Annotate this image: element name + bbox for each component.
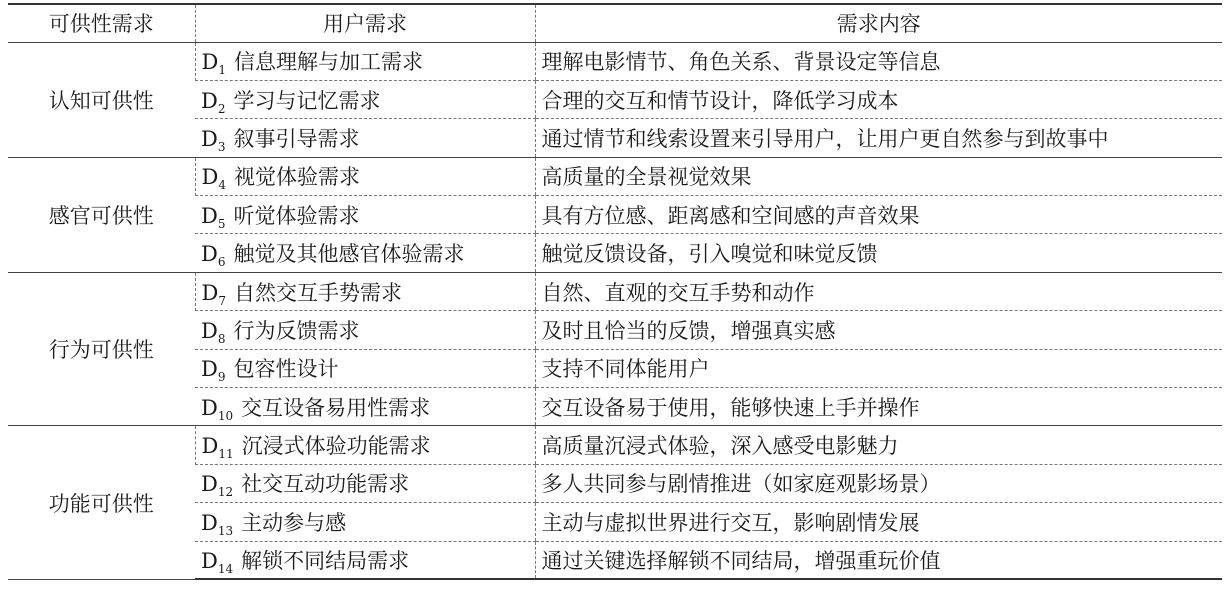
need-code-index: 5 <box>217 216 226 231</box>
content-cell: 触觉反馈设备，引入嗅觉和味觉反馈 <box>535 234 1222 272</box>
user-need-cell <box>195 464 535 502</box>
need-label: 视觉体验需求 <box>233 165 360 190</box>
content-cell: 高质量沉浸式体验，深入感受电影魅力 <box>535 426 1222 464</box>
user-need-cell <box>195 349 535 387</box>
need-label: 社交互动功能需求 <box>241 472 410 497</box>
content-cell: 通过情节和线索设置来引导用户，让用户更自然参与到故事中 <box>535 119 1222 157</box>
need-code <box>201 318 226 346</box>
user-need-cell <box>195 42 535 80</box>
header-user-need: 用户需求 <box>195 4 535 42</box>
table-row <box>8 272 1222 310</box>
need-label: 听觉体验需求 <box>233 203 360 228</box>
need-code <box>201 242 226 270</box>
need-code <box>201 357 226 385</box>
need-code <box>201 165 226 193</box>
need-code-index: 9 <box>217 370 226 385</box>
category-cell: 认知可供性 <box>8 42 195 157</box>
need-code-letter: D <box>201 88 218 113</box>
need-code-letter: D <box>201 357 218 382</box>
need-code-letter: D <box>201 549 218 574</box>
need-code <box>201 126 226 154</box>
need-code-index: 11 <box>218 447 234 462</box>
requirements-table <box>8 3 1222 580</box>
user-need-cell <box>195 196 535 234</box>
table-body <box>8 42 1222 579</box>
need-code-index: 13 <box>217 523 234 538</box>
content-cell: 支持不同体能用户 <box>535 349 1222 387</box>
need-code-index: 4 <box>218 178 226 193</box>
header-row <box>8 4 1222 42</box>
need-code-letter: D <box>201 165 219 190</box>
need-code-index: 10 <box>217 408 234 423</box>
content-cell: 合理的交互和情节设计，降低学习成本 <box>535 80 1222 118</box>
user-need-cell <box>195 426 535 464</box>
user-need-cell <box>195 119 535 157</box>
need-code-letter: D <box>201 434 219 459</box>
requirements-table-container <box>8 3 1222 580</box>
need-label: 包容性设计 <box>233 357 339 382</box>
need-code-letter: D <box>201 472 218 497</box>
need-code <box>201 395 234 423</box>
need-label: 沉浸式体验功能需求 <box>241 434 431 459</box>
user-need-cell <box>195 157 535 195</box>
need-label: 触觉及其他感官体验需求 <box>233 242 465 267</box>
need-label: 行为反馈需求 <box>233 318 360 343</box>
need-label: 解锁不同结局需求 <box>241 549 410 574</box>
need-code-letter: D <box>201 280 219 305</box>
category-cell: 感官可供性 <box>8 157 195 272</box>
content-cell: 自然、直观的交互手势和动作 <box>535 272 1222 310</box>
content-cell: 多人共同参与剧情推进（如家庭观影场景） <box>535 464 1222 502</box>
content-cell: 通过关键选择解锁不同结局，增强重玩价值 <box>535 541 1222 579</box>
user-need-cell <box>195 388 535 426</box>
content-cell: 具有方位感、距离感和空间感的声音效果 <box>535 196 1222 234</box>
user-need-cell <box>195 272 535 310</box>
user-need-cell <box>195 503 535 541</box>
need-code-index: 7 <box>218 293 226 308</box>
content-cell: 交互设备易于使用，能够快速上手并操作 <box>535 388 1222 426</box>
content-cell: 高质量的全景视觉效果 <box>535 157 1222 195</box>
content-cell: 主动与虚拟世界进行交互，影响剧情发展 <box>535 503 1222 541</box>
user-need-cell <box>195 234 535 272</box>
need-code <box>201 472 234 500</box>
need-code-index: 2 <box>217 101 226 116</box>
need-label: 主动参与感 <box>241 510 347 535</box>
content-cell: 及时且恰当的反馈，增强真实感 <box>535 311 1222 349</box>
category-cell: 功能可供性 <box>8 426 195 580</box>
need-code-letter: D <box>201 242 218 267</box>
category-cell: 行为可供性 <box>8 272 195 426</box>
need-code <box>201 434 234 462</box>
need-code <box>201 549 234 577</box>
need-label: 学习与记忆需求 <box>233 88 381 113</box>
need-code-index: 8 <box>217 331 226 346</box>
need-label: 交互设备易用性需求 <box>241 395 431 420</box>
need-label: 信息理解与加工需求 <box>233 50 423 75</box>
need-code <box>201 50 226 78</box>
user-need-cell <box>195 80 535 118</box>
need-code-index: 6 <box>217 255 226 270</box>
table-row <box>8 157 1222 195</box>
user-need-cell <box>195 311 535 349</box>
need-code-letter: D <box>201 395 218 420</box>
need-code <box>201 203 226 231</box>
need-code-index: 14 <box>217 562 234 577</box>
need-label: 叙事引导需求 <box>233 126 360 151</box>
table-row <box>8 42 1222 80</box>
header-affordance: 可供性需求 <box>8 4 195 42</box>
need-code-letter: D <box>201 510 218 535</box>
need-label: 自然交互手势需求 <box>233 280 402 305</box>
need-code-letter: D <box>201 126 218 151</box>
need-code-index: 3 <box>217 139 226 154</box>
need-code <box>201 510 234 538</box>
header-content: 需求内容 <box>535 4 1222 42</box>
need-code-letter: D <box>201 318 218 343</box>
need-code <box>201 88 226 116</box>
need-code-index: 12 <box>217 485 234 500</box>
need-code-index: 1 <box>218 63 226 78</box>
table-row <box>8 426 1222 464</box>
need-code <box>201 280 226 308</box>
need-code-letter: D <box>201 50 219 75</box>
user-need-cell <box>195 541 535 579</box>
content-cell: 理解电影情节、角色关系、背景设定等信息 <box>535 42 1222 80</box>
need-code-letter: D <box>201 203 218 228</box>
